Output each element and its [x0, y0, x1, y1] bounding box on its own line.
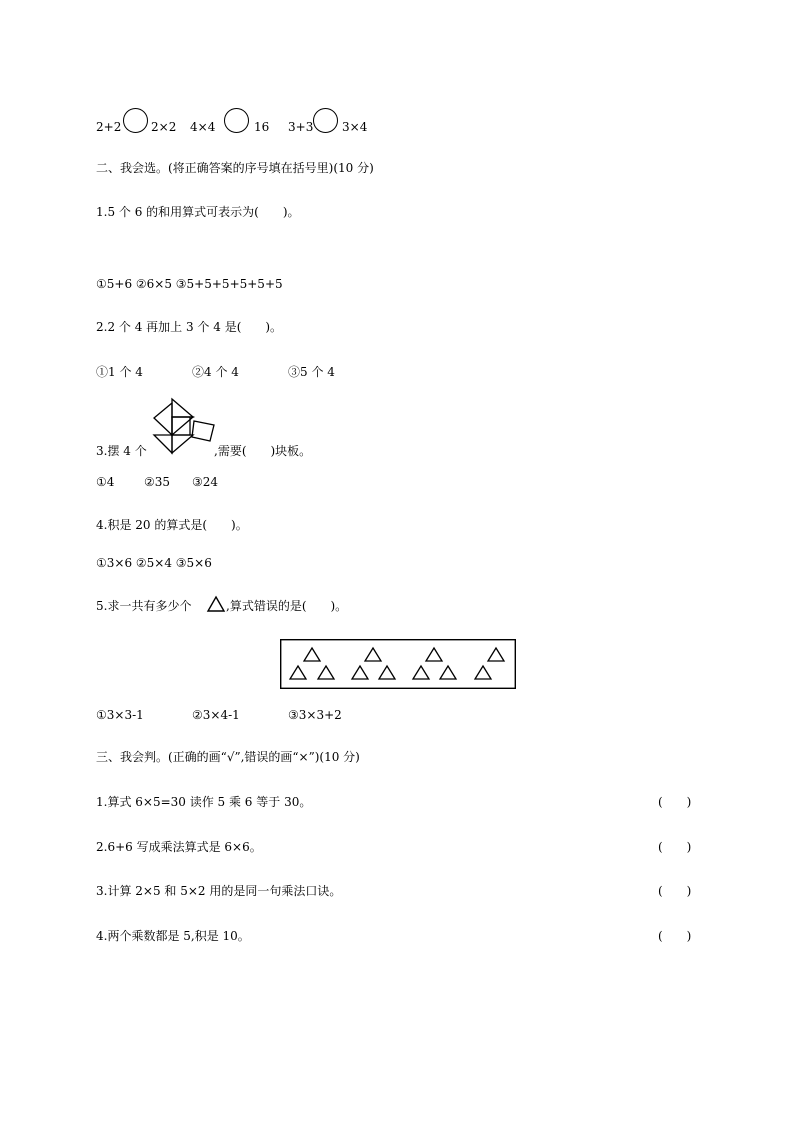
q4-text: 4.积是 20 的算式是( )。: [96, 518, 248, 532]
q3-text-before: 3.摆 4 个: [96, 444, 147, 458]
judge-item-blank[interactable]: ( ): [658, 840, 692, 854]
judge-item-text: 4.两个乘数都是 5,积是 10。: [96, 929, 250, 943]
judge-item-text: 3.计算 2×5 和 5×2 用的是同一句乘法口诀。: [96, 884, 342, 898]
q1-options: ①5+6 ②6×5 ③5+5+5+5+5+5: [96, 277, 283, 291]
q3-option-2: ②35: [144, 475, 171, 489]
judge-item-blank[interactable]: ( ): [658, 884, 692, 898]
compare-circle-a[interactable]: [123, 108, 148, 133]
section2-heading: 二、我会选。(将正确答案的序号填在括号里)(10 分): [96, 161, 374, 175]
q5-text-before: 5.求一共有多少个: [96, 599, 192, 613]
q1-text: 1.5 个 6 的和用算式可表示为( )。: [96, 205, 300, 219]
q5-option-2: ②3×4-1: [192, 708, 240, 722]
tangram-fish-figure: [152, 397, 218, 457]
q3-option-3: ③24: [192, 475, 219, 489]
compare-circle-b[interactable]: [224, 108, 249, 133]
triangle-icon: [207, 596, 225, 612]
judge-item-text: 1.算式 6×5=30 读作 5 乘 6 等于 30。: [96, 795, 312, 809]
section3-heading: 三、我会判。(正确的画“√”,错误的画“×”)(10 分): [96, 750, 360, 764]
judge-item-text: 2.6+6 写成乘法算式是 6×6。: [96, 840, 262, 854]
q2-option-3: ③5 个 4: [288, 365, 335, 379]
compare-a-left: 2+2: [96, 120, 122, 134]
q3-text-after: ,需要( )块板。: [214, 444, 312, 458]
q5-option-3: ③3×3+2: [288, 708, 342, 722]
compare-b-left: 4×4: [190, 120, 216, 134]
compare-b-right: 16: [254, 120, 270, 134]
q4-options: ①3×6 ②5×4 ③5×6: [96, 556, 212, 570]
compare-c-right: 3×4: [342, 120, 368, 134]
q3-option-1: ①4: [96, 475, 115, 489]
compare-circle-c[interactable]: [313, 108, 338, 133]
q5-option-1: ①3×3-1: [96, 708, 144, 722]
judge-item-blank[interactable]: ( ): [658, 929, 692, 943]
judge-item-blank[interactable]: ( ): [658, 795, 692, 809]
q2-option-1: ①1 个 4: [96, 365, 143, 379]
triangle-box-figure: [280, 639, 516, 689]
q2-text: 2.2 个 4 再加上 3 个 4 是( )。: [96, 320, 283, 334]
q5-text-after: ,算式错误的是( )。: [226, 599, 348, 613]
compare-c-left: 3+3: [288, 120, 314, 134]
q2-option-2: ②4 个 4: [192, 365, 239, 379]
compare-a-right: 2×2: [151, 120, 177, 134]
